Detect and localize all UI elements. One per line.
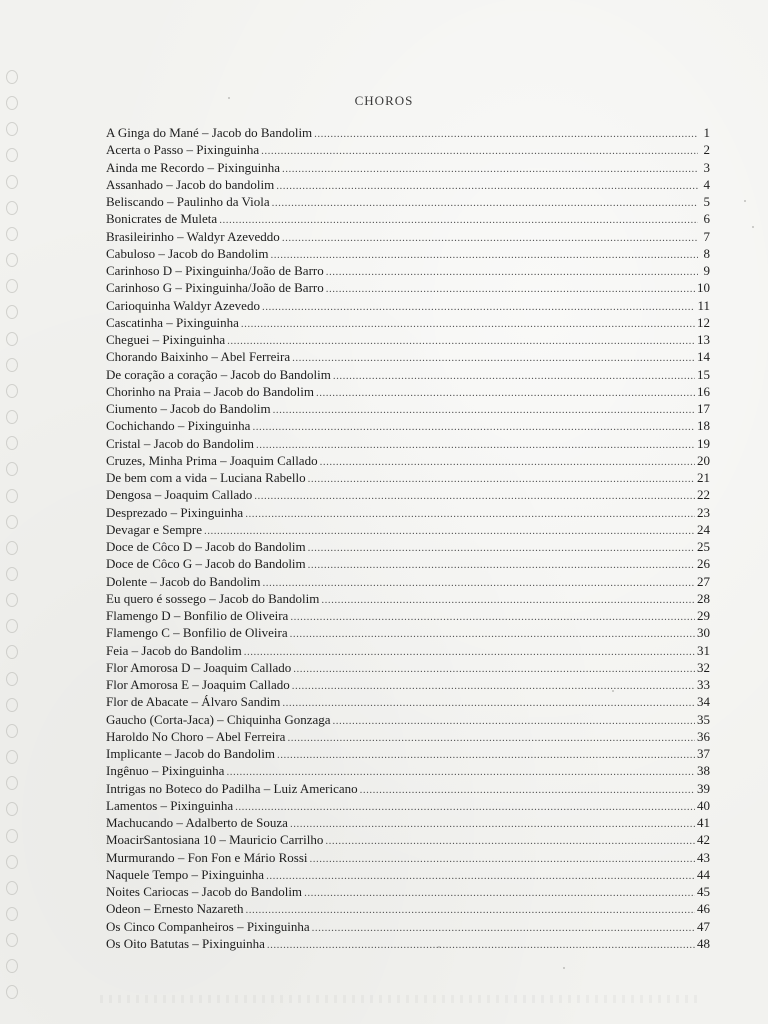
binding-hole bbox=[6, 384, 18, 398]
dot-leader bbox=[266, 868, 695, 885]
dot-leader bbox=[276, 178, 698, 195]
toc-entry-title: Haroldo No Choro – Abel Ferreira bbox=[106, 728, 286, 744]
toc-entry-title: Machucando – Adalberto de Souza bbox=[106, 815, 288, 830]
toc-entry bbox=[106, 728, 710, 745]
toc-entry-page-number: 27 bbox=[697, 573, 710, 589]
dot-leader bbox=[252, 419, 695, 436]
binding-hole bbox=[6, 698, 18, 712]
toc-entry bbox=[106, 159, 710, 176]
toc-entry-title: Os Cinco Companheiros – Pixinguinha bbox=[106, 918, 310, 934]
page-title: CHOROS bbox=[354, 93, 414, 108]
binding-hole bbox=[6, 541, 18, 555]
toc-entry bbox=[106, 900, 710, 917]
toc-entry-page-number: 11 bbox=[697, 297, 710, 313]
toc-entry-title: Acerta o Passo – Pixinguinha bbox=[106, 142, 260, 158]
toc-entry-page-number: 33 bbox=[697, 677, 710, 692]
toc-entry-page-number: 12 bbox=[697, 314, 710, 330]
dot-leader bbox=[310, 851, 696, 868]
toc-entry bbox=[106, 297, 710, 314]
toc-entry-title: Noites Cariocas – Jacob do Bandolim bbox=[106, 884, 303, 899]
binding-hole bbox=[6, 907, 18, 921]
toc-entry-page-number: 24 bbox=[697, 521, 710, 537]
toc-entry-page-number: 36 bbox=[697, 728, 710, 744]
toc-entry-page-number: 44 bbox=[697, 866, 710, 882]
dot-leader bbox=[219, 212, 698, 229]
toc-entry-page-number: 9 bbox=[703, 263, 710, 278]
toc-entry-title: Desprezado – Pixinguinha bbox=[106, 504, 244, 520]
toc-entry-page-number: 5 bbox=[703, 194, 710, 209]
toc-entry-title: De coração a coração – Jacob do Bandolim bbox=[106, 366, 331, 382]
toc-entry bbox=[106, 504, 710, 521]
binding-hole bbox=[6, 985, 18, 999]
toc-entry bbox=[106, 883, 710, 900]
binding-holes bbox=[2, 70, 24, 1000]
dot-leader bbox=[241, 316, 695, 333]
dot-leader bbox=[320, 454, 695, 471]
dot-leader bbox=[333, 368, 695, 385]
dot-leader bbox=[321, 592, 695, 609]
toc-entry bbox=[106, 918, 710, 935]
toc-entry bbox=[106, 659, 710, 676]
binding-hole bbox=[6, 462, 18, 476]
toc-entry-title: Naquele Tempo – Pixinguinha bbox=[106, 866, 265, 882]
binding-hole bbox=[6, 332, 18, 346]
toc-entry bbox=[106, 693, 710, 710]
toc-entry-title: Ainda me Recordo – Pixinguinha bbox=[106, 159, 281, 175]
toc-entry-page-number: 35 bbox=[697, 711, 710, 727]
toc-entry bbox=[106, 417, 710, 434]
toc-entry-title: Implicante – Jacob do Bandolim bbox=[106, 746, 275, 761]
toc-entry bbox=[106, 935, 710, 952]
toc-entry-title: Doce de Côco D – Jacob do Bandolim bbox=[106, 539, 306, 554]
toc-entry bbox=[106, 797, 710, 814]
toc-entry bbox=[106, 348, 710, 365]
toc-entry bbox=[106, 141, 710, 158]
toc-entry bbox=[106, 676, 710, 693]
dot-leader bbox=[308, 471, 695, 488]
scan-smudge bbox=[100, 995, 700, 1003]
toc-entry-page-number: 21 bbox=[697, 470, 710, 485]
binding-hole bbox=[6, 672, 18, 686]
toc-entry bbox=[106, 383, 710, 400]
scan-speck bbox=[563, 967, 565, 969]
toc-entry-page-number: 14 bbox=[697, 349, 710, 365]
toc-entry-title: Carinhoso D – Pixinguinha/João de Barro bbox=[106, 263, 324, 278]
toc-entry-title: Eu quero é sossego – Jacob do Bandolim bbox=[106, 590, 320, 606]
dot-leader bbox=[273, 402, 695, 419]
toc-entry-page-number: 4 bbox=[703, 176, 710, 192]
toc-entry-page-number: 17 bbox=[697, 401, 710, 416]
dot-leader bbox=[254, 488, 695, 505]
dot-leader bbox=[261, 143, 698, 160]
toc-entry-page-number: 1 bbox=[703, 125, 710, 140]
toc-entry-title: Brasileirinho – Waldyr Azeveddo bbox=[106, 228, 280, 244]
toc-entry bbox=[106, 555, 710, 572]
toc-entry bbox=[106, 435, 710, 452]
toc-entry bbox=[106, 831, 710, 848]
toc-entry bbox=[106, 642, 710, 659]
dot-leader bbox=[290, 609, 695, 626]
dot-leader bbox=[272, 195, 698, 212]
toc-entry bbox=[106, 262, 710, 279]
binding-hole bbox=[6, 358, 18, 372]
toc-entry-page-number: 30 bbox=[697, 625, 710, 641]
toc-entry bbox=[106, 331, 710, 348]
binding-hole bbox=[6, 436, 18, 450]
binding-hole bbox=[6, 148, 18, 162]
toc-entry bbox=[106, 711, 710, 728]
toc-entry-title: Cabuloso – Jacob do Bandolim bbox=[106, 245, 269, 261]
scan-speck bbox=[228, 97, 230, 99]
toc-entry bbox=[106, 245, 710, 262]
toc-entry bbox=[106, 228, 710, 245]
binding-hole bbox=[6, 750, 18, 764]
toc-entry-title: Dolente – Jacob do Bandolim bbox=[106, 573, 261, 589]
dot-leader bbox=[227, 333, 695, 350]
dot-leader bbox=[360, 782, 695, 799]
toc-entry bbox=[106, 366, 710, 383]
binding-hole bbox=[6, 724, 18, 738]
toc-entry-page-number: 40 bbox=[697, 797, 710, 813]
toc-entry-page-number: 8 bbox=[703, 245, 710, 261]
toc-entry-page-number: 26 bbox=[697, 556, 710, 572]
scan-speck bbox=[744, 200, 746, 202]
toc-entry-title: De bem com a vida – Luciana Rabello bbox=[106, 470, 306, 485]
table-of-contents bbox=[106, 124, 710, 952]
toc-entry bbox=[106, 124, 710, 141]
binding-hole bbox=[6, 959, 18, 973]
binding-hole bbox=[6, 802, 18, 816]
toc-entry bbox=[106, 314, 710, 331]
toc-entry bbox=[106, 590, 710, 607]
toc-entry bbox=[106, 486, 710, 503]
dot-leader bbox=[277, 747, 695, 764]
dot-leader bbox=[293, 661, 695, 678]
scan-speck bbox=[612, 690, 614, 692]
toc-entry-page-number: 43 bbox=[697, 849, 710, 865]
binding-hole bbox=[6, 279, 18, 293]
binding-hole bbox=[6, 881, 18, 895]
toc-entry-title: Assanhado – Jacob do bandolim bbox=[106, 176, 275, 192]
toc-entry bbox=[106, 210, 710, 227]
dot-leader bbox=[290, 626, 695, 643]
toc-entry-page-number: 39 bbox=[697, 780, 710, 796]
toc-entry-title: Cochichando – Pixinguinha bbox=[106, 418, 251, 434]
dot-leader bbox=[312, 920, 695, 937]
binding-hole bbox=[6, 776, 18, 790]
binding-hole bbox=[6, 645, 18, 659]
dot-leader bbox=[292, 350, 695, 367]
dot-leader bbox=[333, 713, 695, 730]
toc-entry-page-number: 20 bbox=[697, 452, 710, 468]
binding-hole bbox=[6, 619, 18, 633]
toc-entry-title: Cruzes, Minha Prima – Joaquim Callado bbox=[106, 452, 318, 468]
toc-entry-page-number: 37 bbox=[697, 746, 710, 761]
binding-hole bbox=[6, 855, 18, 869]
toc-entry-page-number: 16 bbox=[697, 383, 710, 399]
binding-hole bbox=[6, 305, 18, 319]
toc-entry-title: Cristal – Jacob do Bandolim bbox=[106, 435, 255, 451]
toc-entry-page-number: 6 bbox=[703, 211, 710, 227]
toc-entry-page-number: 7 bbox=[703, 228, 710, 244]
toc-entry-page-number: 3 bbox=[703, 159, 710, 175]
toc-entry-title: Beliscando – Paulinho da Viola bbox=[106, 194, 270, 209]
toc-entry-page-number: 15 bbox=[697, 366, 710, 382]
dot-leader bbox=[245, 506, 695, 523]
toc-entry-page-number: 10 bbox=[697, 280, 710, 296]
toc-entry bbox=[106, 176, 710, 193]
binding-hole bbox=[6, 933, 18, 947]
toc-entry-page-number: 46 bbox=[697, 901, 710, 917]
toc-entry-page-number: 42 bbox=[697, 832, 710, 848]
dot-leader bbox=[235, 799, 695, 816]
toc-entry bbox=[106, 780, 710, 797]
toc-entry-page-number: 34 bbox=[697, 694, 710, 710]
toc-entry-title: Devagar e Sempre bbox=[106, 521, 203, 537]
dot-leader bbox=[262, 299, 696, 316]
binding-hole bbox=[6, 201, 18, 215]
toc-entry-page-number: 38 bbox=[697, 763, 710, 779]
toc-entry-title: Ingênuo – Pixinguinha bbox=[106, 763, 225, 779]
toc-entry bbox=[106, 400, 710, 417]
toc-entry bbox=[106, 538, 710, 555]
binding-hole bbox=[6, 253, 18, 267]
binding-hole bbox=[6, 227, 18, 241]
dot-leader bbox=[282, 230, 698, 247]
dot-leader bbox=[246, 902, 695, 919]
dot-leader bbox=[325, 833, 695, 850]
toc-entry-title: Intrigas no Boteco do Padilha – Luiz Americano bbox=[106, 780, 358, 796]
toc-entry-title: Chorando Baixinho – Abel Ferreira bbox=[106, 349, 291, 365]
dot-leader bbox=[308, 557, 695, 574]
toc-entry bbox=[106, 745, 710, 762]
toc-entry-page-number: 41 bbox=[697, 815, 710, 830]
dot-leader bbox=[267, 937, 695, 954]
toc-entry-page-number: 25 bbox=[697, 539, 710, 554]
toc-entry-page-number: 47 bbox=[697, 918, 710, 934]
toc-entry-title: Flamengo D – Bonfilio de Oliveira bbox=[106, 608, 289, 623]
toc-entry bbox=[106, 607, 710, 624]
toc-entry-title: Feia – Jacob do Bandolim bbox=[106, 642, 242, 658]
dot-leader bbox=[282, 695, 695, 712]
dot-leader bbox=[271, 247, 699, 264]
scan-speck bbox=[438, 946, 440, 948]
dot-leader bbox=[263, 575, 695, 592]
dot-leader bbox=[308, 540, 695, 557]
toc-entry-page-number: 22 bbox=[697, 487, 710, 503]
dot-leader bbox=[290, 816, 695, 833]
scan-speck bbox=[752, 226, 754, 228]
dot-leader bbox=[287, 730, 695, 747]
dot-leader bbox=[316, 385, 695, 402]
binding-hole bbox=[6, 593, 18, 607]
toc-entry-title: Bonicrates de Muleta bbox=[106, 211, 218, 227]
binding-hole bbox=[6, 567, 18, 581]
toc-entry bbox=[106, 624, 710, 641]
toc-entry-title: Cheguei – Pixinguinha bbox=[106, 332, 226, 347]
toc-entry-title: Cascatinha – Pixinguinha bbox=[106, 314, 239, 330]
dot-leader bbox=[282, 161, 698, 178]
toc-entry-page-number: 13 bbox=[697, 332, 710, 347]
dot-leader bbox=[304, 885, 695, 902]
toc-entry-title: Flamengo C – Bonfilio de Oliveira bbox=[106, 625, 288, 641]
toc-entry-title: Carinhoso G – Pixinguinha/João de Barro bbox=[106, 280, 324, 296]
binding-hole bbox=[6, 410, 18, 424]
binding-hole bbox=[6, 122, 18, 136]
binding-hole bbox=[6, 489, 18, 503]
toc-entry-page-number: 18 bbox=[697, 418, 710, 434]
toc-entry-title: Murmurando – Fon Fon e Mário Rossi bbox=[106, 849, 308, 865]
toc-entry bbox=[106, 452, 710, 469]
binding-hole bbox=[6, 515, 18, 529]
toc-entry-title: Ciumento – Jacob do Bandolim bbox=[106, 401, 271, 416]
binding-hole bbox=[6, 175, 18, 189]
toc-entry bbox=[106, 573, 710, 590]
toc-entry bbox=[106, 866, 710, 883]
toc-entry bbox=[106, 814, 710, 831]
toc-entry-title: Os Oito Batutas – Pixinguinha bbox=[106, 935, 265, 951]
dot-leader bbox=[326, 264, 698, 281]
toc-entry-page-number: 2 bbox=[703, 142, 710, 158]
dot-leader bbox=[256, 437, 695, 454]
toc-entry-page-number: 19 bbox=[697, 435, 710, 451]
toc-entry-title: Flor de Abacate – Álvaro Sandim bbox=[106, 694, 281, 710]
toc-entry-title: Flor Amorosa E – Joaquim Callado bbox=[106, 677, 290, 692]
toc-entry-title: Doce de Côco G – Jacob do Bandolim bbox=[106, 556, 306, 572]
toc-entry bbox=[106, 762, 710, 779]
dot-leader bbox=[292, 678, 695, 695]
toc-entry bbox=[106, 849, 710, 866]
toc-entry-page-number: 45 bbox=[697, 884, 710, 899]
toc-entry bbox=[106, 469, 710, 486]
toc-entry-title: Flor Amorosa D – Joaquim Callado bbox=[106, 659, 292, 675]
toc-entry-page-number: 31 bbox=[697, 642, 710, 658]
toc-entry bbox=[106, 279, 710, 296]
dot-leader bbox=[326, 281, 695, 298]
dot-leader bbox=[314, 126, 698, 143]
binding-hole bbox=[6, 70, 18, 84]
binding-hole bbox=[6, 829, 18, 843]
toc-entry-page-number: 29 bbox=[697, 608, 710, 623]
toc-entry-title: Gaucho (Corta-Jaca) – Chiquinha Gonzaga bbox=[106, 711, 331, 727]
toc-entry-title: MoacirSantosiana 10 – Mauricio Carrilho bbox=[106, 832, 324, 848]
toc-entry-title: A Ginga do Mané – Jacob do Bandolim bbox=[106, 125, 313, 140]
toc-entry bbox=[106, 521, 710, 538]
toc-entry-page-number: 32 bbox=[697, 659, 710, 675]
toc-entry-title: Carioquinha Waldyr Azevedo bbox=[106, 297, 260, 313]
toc-entry-page-number: 48 bbox=[697, 935, 710, 951]
dot-leader bbox=[244, 644, 695, 661]
toc-entry-title: Chorinho na Praia – Jacob do Bandolim bbox=[106, 383, 314, 399]
toc-entry-title: Lamentos – Pixinguinha bbox=[106, 797, 234, 813]
toc-entry-title: Dengosa – Joaquim Callado bbox=[106, 487, 253, 503]
toc-entry-page-number: 23 bbox=[697, 504, 710, 520]
toc-entry-page-number: 28 bbox=[697, 590, 710, 606]
toc-entry-title: Odeon – Ernesto Nazareth bbox=[106, 901, 244, 917]
toc-entry bbox=[106, 193, 710, 210]
